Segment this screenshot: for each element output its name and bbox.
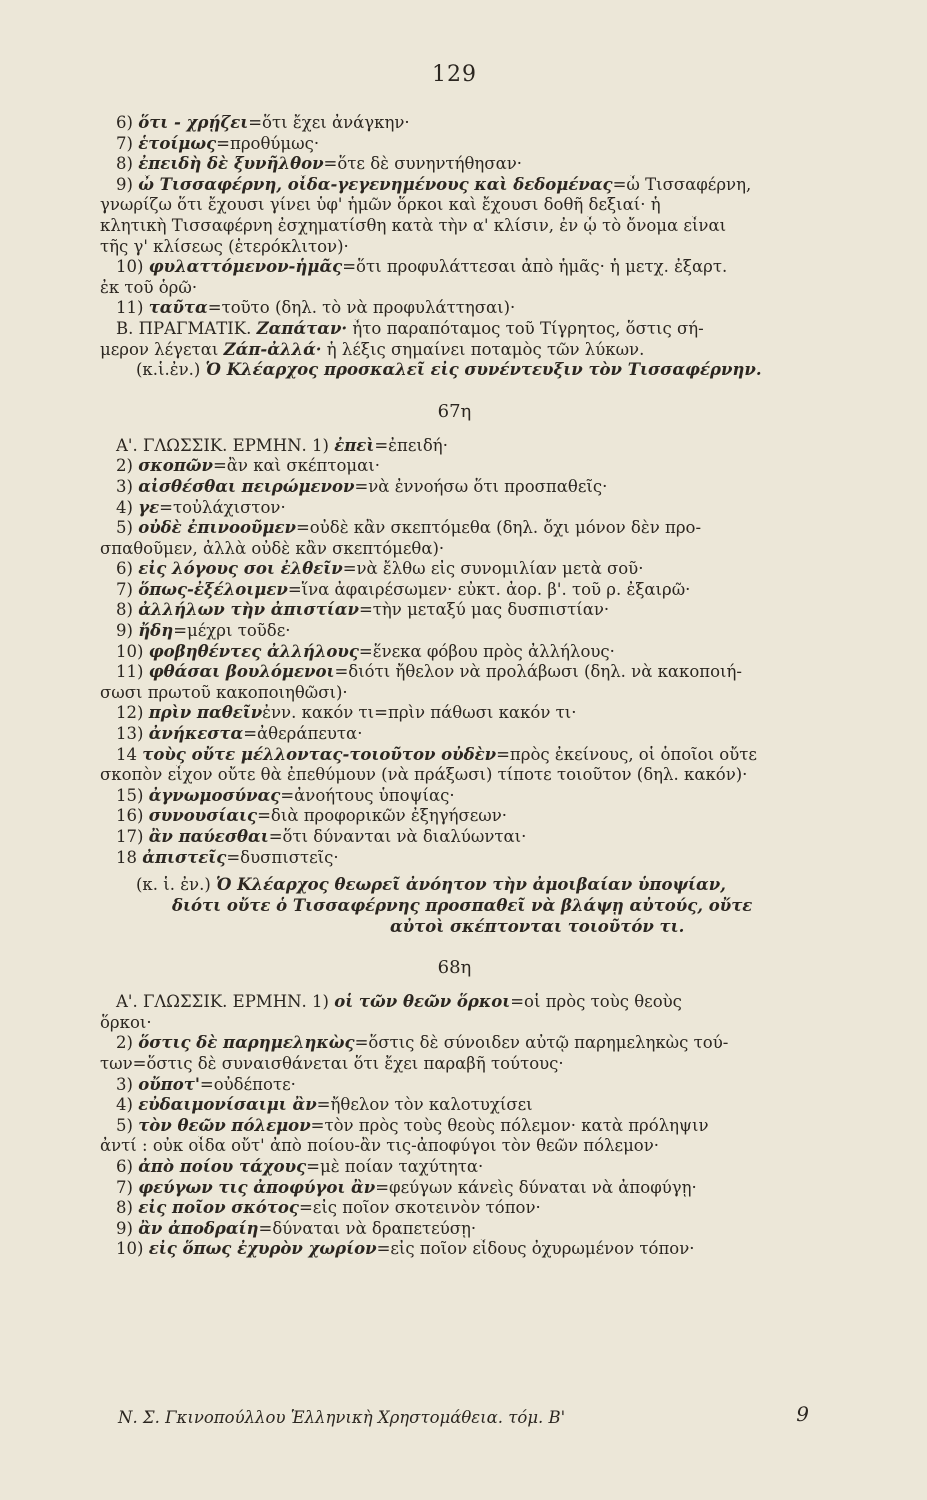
gloss-line	[100, 456, 809, 477]
pragmatik-line-2	[100, 340, 809, 361]
gloss-text: σπαθοῦμεν, ἀλλὰ οὐδὲ κἂν σκεπτόμεθα)·	[100, 538, 445, 558]
gloss-text: ἀντί : οὐκ οἶδα οὔτ' ἀπὸ ποίου-ἂν τις-ἀποφύγοι τὸν θεῶν πόλεμον·	[100, 1136, 660, 1156]
gloss-line	[100, 1095, 809, 1116]
gloss-line	[100, 216, 809, 237]
gloss-number: 8)	[116, 1198, 133, 1218]
gloss-term: γε	[138, 497, 160, 517]
page-number: 129	[432, 62, 477, 87]
gloss-number: 6)	[116, 113, 133, 132]
gloss-number: 6)	[116, 1156, 133, 1176]
gloss-number: 15)	[116, 785, 144, 805]
gloss-line	[100, 257, 809, 278]
gloss-line	[100, 786, 809, 807]
summary-67-line-3: αὐτοὶ σκέπτονται τοιοῦτόν τι.	[390, 917, 685, 937]
gloss-number: Α'. ΓΛΩΣΣΙΚ. ΕΡΜΗΝ. 1)	[116, 992, 329, 1012]
glossary-block-68	[100, 992, 809, 1260]
gloss-line	[100, 477, 809, 498]
pragmatik-line-1	[100, 319, 809, 340]
gloss-term: ἀπιστεῖς	[142, 847, 227, 867]
gloss-text: =ἕνεκα φόβου πρὸς ἀλλήλους·	[358, 641, 615, 661]
gloss-text: =πρὸς ἐκείνους, οἱ ὁποῖοι οὔτε	[496, 744, 757, 764]
gloss-term: οὐδὲ ἐπινοοῦμεν	[138, 518, 296, 538]
gloss-text: ἐνν. κακόν τι=πρὶν πάθωσι κακόν τι·	[262, 703, 577, 723]
gloss-line	[100, 436, 809, 457]
gloss-line	[100, 1033, 809, 1054]
gloss-line	[100, 765, 809, 786]
gloss-line	[100, 498, 809, 519]
gloss-term: ἀγνωμοσύνας	[148, 785, 281, 805]
gloss-number: 18	[116, 847, 137, 867]
gloss-line	[100, 703, 809, 724]
gloss-term: εἰς λόγους σοι ἐλθεῖν	[138, 559, 343, 579]
gloss-line	[100, 278, 809, 299]
gloss-line	[100, 827, 809, 848]
gloss-term: ἐπεὶ	[334, 435, 375, 455]
gloss-term: εἰς ὅπως ἐχυρὸν χωρίον	[148, 1239, 377, 1259]
gloss-line	[100, 1136, 809, 1157]
pragmatik-term-2: Ζάπ-ἀλλά·	[223, 339, 322, 359]
gloss-text: σκοπὸν εἶχον οὔτε θὰ ἐπεθύμουν (νὰ πράξωσι) τίποτε τοιοῦτον (δηλ. κακόν)·	[100, 765, 748, 785]
section-heading-67: 67η	[437, 400, 472, 422]
gloss-number: 10)	[116, 641, 144, 661]
gloss-number: 9)	[116, 1218, 133, 1238]
gloss-term: ταῦτα	[148, 298, 208, 318]
gloss-text: =ὅτι προφυλάττεσαι ἀπὸ ἡμᾶς· ἡ μετχ. ἐξαρτ.	[342, 257, 728, 277]
gloss-text: =δυσπιστεῖς·	[226, 847, 339, 867]
gloss-text: ἐκ τοῦ ὁρῶ·	[100, 277, 198, 297]
gloss-line	[100, 1157, 809, 1178]
summary-67-text-1: Ὁ Κλέαρχος θεωρεῖ ἀνόητον τὴν ἀμοιβαίαν ὑποψίαν,	[216, 875, 726, 895]
gloss-number: 11)	[116, 298, 144, 318]
gloss-line	[100, 1178, 809, 1199]
footer	[118, 1402, 809, 1427]
gloss-term: πρὶν παθεῖν	[148, 703, 263, 723]
pragmatik-label: Β. ΠΡΑΓΜΑΤΙΚ.	[116, 318, 252, 338]
gloss-term: σκοπῶν	[138, 456, 213, 476]
gloss-number: 4)	[116, 1095, 133, 1115]
gloss-text: =ἤθελον τὸν καλοτυχίσει	[316, 1095, 533, 1115]
gloss-term: ἀπὸ ποίου τάχους	[138, 1156, 307, 1176]
gloss-line	[100, 195, 809, 216]
gloss-number: 11)	[116, 662, 144, 682]
gloss-number: 12)	[116, 703, 144, 723]
gloss-line	[100, 237, 809, 258]
gloss-text: =νὰ ἔλθω εἰς συνομιλίαν μετὰ σοῦ·	[342, 559, 644, 579]
pragmatik-text-3: ἡ λέξις σημαίνει ποταμὸς τῶν λύκων.	[326, 339, 645, 359]
gloss-line	[100, 580, 809, 601]
signature-mark: 9	[796, 1402, 809, 1426]
summary-67-line-2: διότι οὔτε ὁ Τισσαφέρνης προσπαθεῖ νὰ βλάψῃ αὐτούς, οὔτε	[172, 896, 753, 916]
gloss-text: =οὐδέποτε·	[199, 1074, 296, 1094]
gloss-number: 8)	[116, 154, 133, 174]
pragmatik-text-2: μερον λέγεται	[100, 339, 219, 359]
gloss-text: =τὴν μεταξύ μας δυσπιστίαν·	[358, 600, 610, 620]
gloss-term: ἀλλήλων τὴν ἀπιστίαν	[138, 600, 359, 620]
gloss-term: ἂν παύεσθαι	[148, 827, 269, 846]
gloss-term: ἐπειδὴ δὲ ξυνῆλθον	[138, 154, 324, 174]
gloss-term: φεύγων τις ἀποφύγοι ἂν	[138, 1177, 376, 1197]
gloss-term: αἰσθέσθαι πειρώμενον	[138, 476, 355, 496]
gloss-number: 5)	[116, 518, 133, 538]
gloss-text: =φεύγων κάνεὶς δύναται νὰ ἀποφύγῃ·	[375, 1177, 697, 1197]
gloss-text: σωσι πρωτοῦ κακοποιηθῶσι)·	[100, 682, 348, 702]
gloss-text: ὅρκοι·	[100, 1012, 152, 1032]
gloss-text: =δύναται νὰ δραπετεύσῃ·	[258, 1218, 477, 1238]
gloss-number: 7)	[116, 579, 133, 599]
gloss-text: τῆς γ' κλίσεως (ἑτερόκλιτον)·	[100, 236, 349, 256]
gloss-line	[100, 1013, 809, 1034]
gloss-number: 5)	[116, 1115, 133, 1135]
gloss-line	[100, 621, 809, 642]
gloss-number: 17)	[116, 827, 144, 846]
gloss-text: =ἀθεράπευτα·	[243, 724, 363, 744]
gloss-line	[100, 662, 809, 683]
gloss-text: =τὸν πρὸς τοὺς θεοὺς πόλεμον· κατὰ πρόληψιν	[310, 1115, 709, 1135]
gloss-text: =διὰ προφορικῶν ἐξηγήσεων·	[257, 806, 508, 826]
gloss-text: =ὅτι ἔχει ἀνάγκην·	[248, 113, 410, 132]
gloss-text: =οἱ πρὸς τοὺς θεοὺς	[510, 992, 682, 1012]
gloss-text: των=ὅστις δὲ συναισθάνεται ὅτι ἔχει παραβῆ τούτους·	[100, 1053, 564, 1073]
gloss-term: τὸν θεῶν πόλεμον	[138, 1115, 311, 1135]
summary-prefix: (κ.ἱ.ἐν.)	[136, 360, 201, 380]
gloss-text: γνωρίζω ὅτι ἔχουσι γίνει ὑφ' ἡμῶν ὅρκοι καὶ ἔχουσι δοθῆ δεξιαί· ἡ	[100, 195, 661, 215]
gloss-term: ὅπως-ἐξέλοιμεν	[138, 579, 288, 599]
pragmatik-text: ἦτο παραπόταμος τοῦ Τίγρητος, ὅστις σή-	[352, 318, 704, 338]
gloss-term: ἀνήκεστα	[148, 724, 244, 744]
gloss-term: εὐδαιμονίσαιμι ἂν	[138, 1095, 317, 1115]
gloss-text: =νὰ ἐννοήσω ὅτι προσπαθεῖς·	[354, 476, 608, 496]
gloss-text: =μὲ ποίαν ταχύτητα·	[306, 1156, 484, 1176]
gloss-term: ἂν ἀποδραίη	[138, 1218, 259, 1238]
gloss-number: 13)	[116, 724, 144, 744]
gloss-number: 9)	[116, 621, 133, 641]
gloss-line	[100, 1239, 809, 1260]
gloss-text: =ἐπειδή·	[374, 435, 448, 455]
gloss-number: 9)	[116, 174, 133, 194]
pragmatik-term: Ζαπάταν·	[256, 318, 348, 338]
gloss-text: =εἰς ποῖον εἶδους ὀχυρωμένον τόπον·	[376, 1239, 695, 1259]
gloss-number: 14	[116, 744, 137, 764]
gloss-term: τοὺς οὔτε μέλλοντας-τοιοῦτον οὐδὲν	[142, 744, 497, 764]
summary-67-line-1	[100, 874, 809, 895]
gloss-line	[100, 1075, 809, 1096]
gloss-line	[100, 1198, 809, 1219]
gloss-line	[100, 1219, 809, 1240]
gloss-number: 6)	[116, 559, 133, 579]
gloss-line	[100, 724, 809, 745]
gloss-term: συνουσίαις	[148, 806, 258, 826]
gloss-term: ἤδη	[138, 621, 174, 641]
gloss-text: =ἵνα ἀφαιρέσωμεν· εὐκτ. ἀορ. β'. τοῦ ρ. ἐξαιρῶ·	[287, 579, 691, 599]
gloss-line	[100, 175, 809, 196]
gloss-number: 3)	[116, 1074, 133, 1094]
gloss-line	[100, 518, 809, 539]
gloss-line	[100, 683, 809, 704]
summary-text: Ὁ Κλέαρχος προσκαλεῖ εἰς συνέντευξιν τὸν Τισσαφέρνην.	[205, 360, 762, 380]
gloss-number: 7)	[116, 133, 133, 153]
gloss-line	[100, 1054, 809, 1075]
gloss-line	[100, 559, 809, 580]
gloss-number: 7)	[116, 1177, 133, 1197]
gloss-line	[100, 992, 809, 1013]
gloss-number: 8)	[116, 600, 133, 620]
footer-text: Ν. Σ. Γκινοπούλλου Ἑλληνικὴ Χρηστομάθεια. τόμ. Β'	[118, 1408, 566, 1427]
gloss-line	[100, 298, 809, 319]
gloss-line	[100, 806, 809, 827]
gloss-line	[100, 642, 809, 663]
gloss-number: Α'. ΓΛΩΣΣΙΚ. ΕΡΜΗΝ. 1)	[116, 435, 329, 455]
gloss-number: 10)	[116, 257, 144, 277]
gloss-text: =ὅστις δὲ σύνοιδεν αὐτῷ παρημεληκὼς τού-	[354, 1033, 729, 1053]
gloss-text: =οὐδὲ κἂν σκεπτόμεθα (δηλ. ὄχι μόνον δὲν προ-	[295, 518, 702, 538]
gloss-line	[100, 745, 809, 766]
gloss-number: 3)	[116, 476, 133, 496]
gloss-term: φθάσαι βουλόμενοι	[148, 662, 335, 682]
gloss-text: =τοῦτο (δηλ. τὸ νὰ προφυλάττησαι)·	[207, 298, 516, 318]
gloss-term: ὅτι - χρῄζει	[138, 113, 249, 132]
gloss-line	[100, 848, 809, 869]
gloss-line	[100, 113, 809, 134]
gloss-text: =μέχρι τοῦδε·	[173, 621, 291, 641]
gloss-line	[100, 134, 809, 155]
gloss-text: =ὅτι δύνανται νὰ διαλύωνται·	[268, 827, 527, 846]
glossary-block-67	[100, 436, 809, 868]
gloss-number: 16)	[116, 806, 144, 826]
summary-66	[100, 360, 809, 381]
gloss-text: =ἀνοήτους ὑποψίας·	[280, 785, 455, 805]
gloss-term: ἑτοίμως	[138, 133, 217, 153]
gloss-text: =εἰς ποῖον σκοτεινὸν τόπον·	[298, 1198, 541, 1218]
summary-67-prefix: (κ. ἱ. ἐν.)	[136, 875, 211, 895]
section-heading-68: 68η	[437, 957, 472, 979]
gloss-term: ὅστις δὲ παρημεληκὼς	[138, 1033, 355, 1053]
gloss-number: 4)	[116, 497, 133, 517]
glossary-block-66	[100, 113, 809, 319]
gloss-term: φοβηθέντες ἀλλήλους	[148, 641, 359, 661]
gloss-line	[100, 154, 809, 175]
gloss-text: κλητικὴ Τισσαφέρνη ἐσχηματίσθη κατὰ τὴν α' κλίσιν, ἐν ᾧ τὸ ὄνομα εἶναι	[100, 215, 727, 235]
gloss-line	[100, 1116, 809, 1137]
gloss-text: =ὅτε δὲ συνηντήθησαν·	[323, 154, 522, 174]
gloss-number: 2)	[116, 1033, 133, 1053]
gloss-text: =προθύμως·	[216, 133, 320, 153]
gloss-number: 10)	[116, 1239, 144, 1259]
gloss-text: =διότι ἤθελον νὰ προλάβωσι (δηλ. νὰ κακοποιή-	[334, 662, 742, 682]
gloss-text: =ἂν καὶ σκέπτομαι·	[212, 456, 380, 476]
gloss-term: εἰς ποῖον σκότος	[138, 1198, 299, 1218]
gloss-line	[100, 539, 809, 560]
gloss-text: =τοὐλάχιστον·	[159, 497, 286, 517]
gloss-text: =ὦ Τισσαφέρνη,	[612, 174, 752, 194]
gloss-line	[100, 600, 809, 621]
gloss-number: 2)	[116, 456, 133, 476]
gloss-term: ὦ Τισσαφέρνη, οἶδα-γεγενημένους καὶ δεδομένας	[138, 174, 613, 194]
gloss-term: οὔποτ'	[138, 1074, 200, 1094]
gloss-term: φυλαττόμενον-ἡμᾶς	[148, 257, 343, 277]
gloss-term: οἱ τῶν θεῶν ὅρκοι	[334, 992, 511, 1012]
